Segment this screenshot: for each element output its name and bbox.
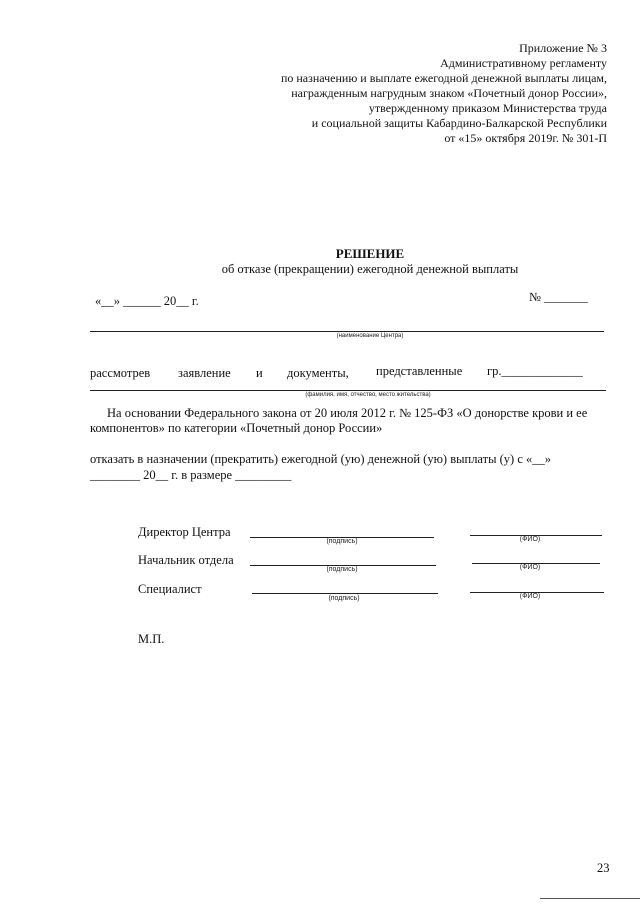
word-i: и <box>256 366 263 380</box>
word-rassmotrev: рассмотрев <box>90 366 151 380</box>
number-field: № _______ <box>529 290 588 304</box>
stamp-label: М.П. <box>138 632 165 646</box>
signature-caption-director: (подпись) <box>326 538 358 545</box>
word-zayavlenie: заявление <box>178 366 231 380</box>
signature-role-specialist: Специалист <box>138 582 202 596</box>
name-caption-head: (ФИО) <box>519 564 541 571</box>
header-line-6: и социальной защиты Кабардино-Балкарской Республики <box>311 116 607 130</box>
header-line-5: утвержденному приказом Министерства труда <box>368 101 607 115</box>
signature-line-specialist <box>252 593 438 594</box>
name-caption-specialist: (ФИО) <box>519 593 541 600</box>
signature-caption-specialist: (подпись) <box>328 595 360 602</box>
header-line-7: от «15» октября 2019г. № 301-П <box>444 131 607 145</box>
signature-caption-head: (подпись) <box>326 566 358 573</box>
center-name-line <box>90 331 604 332</box>
header-line-1: Приложение № 3 <box>519 41 607 55</box>
word-dokumenty: документы, <box>287 366 349 380</box>
name-caption-director: (ФИО) <box>519 536 541 543</box>
basis-line-2: компонентов» по категории «Почетный донор России» <box>90 421 383 435</box>
header-line-3: по назначению и выплате ежегодной денежной выплаты лицам, <box>280 71 607 85</box>
center-name-caption: (наименование Центра) <box>336 333 404 339</box>
decision-line-1: отказать в назначении (прекратить) ежегодной (ую) денежной (ую) выплаты (у) с «__» <box>90 452 552 466</box>
date-field: «__» ______ 20__ г. <box>95 294 199 308</box>
header-line-2: Административному регламенту <box>440 56 607 70</box>
signature-role-head: Начальник отдела <box>138 553 234 567</box>
person-line <box>90 390 606 391</box>
document-title: РЕШЕНИЕ <box>335 246 405 261</box>
signature-role-director: Директор Центра <box>138 525 231 539</box>
decision-line-2: ________ 20__ г. в размере _________ <box>90 468 292 482</box>
page-number: 23 <box>597 861 610 875</box>
document-subtitle: об отказе (прекращении) ежегодной денежной выплаты <box>221 262 519 276</box>
basis-line-1: На основании Федерального закона от 20 июля 2012 г. № 125-ФЗ «О донорстве крови и ее <box>107 406 588 420</box>
person-caption: (фамилия, имя, отчество, место жительства) <box>305 392 431 398</box>
word-predstavlennye: представленные <box>376 364 463 378</box>
header-line-4: награжденным нагрудным знаком «Почетный донор России», <box>291 86 607 100</box>
word-gr: гр._____________ <box>487 364 583 378</box>
bottom-rule <box>540 898 640 899</box>
